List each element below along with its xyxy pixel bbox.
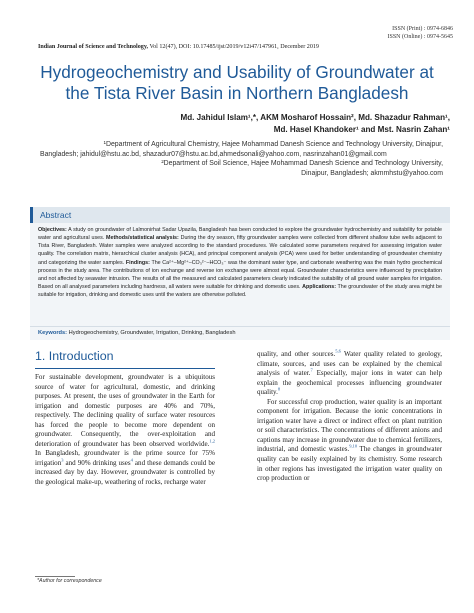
corresponding-author-footnote: *Author for correspondence [37, 578, 102, 584]
citation-ref[interactable]: 9,10 [349, 444, 358, 450]
abstract-body [30, 223, 450, 326]
citation-ref[interactable]: 4 [130, 457, 133, 463]
intro-text: For sustainable development, groundwater is a ubiquitous source of water for agricultural, domestic, and drinking purposes. At present, the uses of groundwater in the Earth for irrigation and domestic purposes are 40% and 70%, respectively. The declining quality of surface water resources has forced the people to become more dependent on groundwater. Consequently, the over-exploitation and deterioration of groundwater has been observed worldwide. [35, 373, 215, 448]
intro-text: and 90% drinking uses [63, 458, 131, 467]
issn-block [388, 26, 454, 41]
abstract-objectives-label: Objectives: [38, 227, 67, 233]
abstract-findings-label: Findings: [125, 259, 150, 266]
citation-ref[interactable]: 1,2 [209, 438, 215, 444]
citation-ref[interactable]: 3 [61, 457, 64, 463]
authors-line-2: Md. Hasel Khandoker¹ and Mst. Nasrin Zahan¹ [273, 124, 450, 134]
intro-text: Especially, major ions in water can help explain the geochemical processes influencing groundwater quality. [257, 369, 442, 397]
affiliation-1-line-1: ¹Department of Agricultural Chemistry, Hajee Mohammad Danesh Science and Technology University, Dinajpur, [103, 141, 443, 148]
intro-paragraph-2 [257, 398, 442, 484]
keywords-label: Keywords: [38, 330, 68, 336]
body-column-left [35, 373, 215, 488]
intro-paragraph-1 [35, 373, 215, 488]
citation-ref[interactable]: 7 [310, 367, 313, 373]
intro-text: For successful crop production, water quality is an important component for irrigation. Because the ionic concentrations in irrigation water have a direct or indirect effect on plant nutrition or soil characteristics. The concentrations of different anions and captions may increase in groundwater due to chemical fertilizers, industrial, and domestic wastes. [257, 397, 442, 454]
section-heading-introduction: 1. Introduction [35, 349, 114, 363]
intro-paragraph-1-cont [257, 350, 442, 398]
intro-text: and these demands could be increased day by day. However, groundwater is controlled by the geological make-up, weathering of rocks, recharge water [35, 458, 215, 487]
affiliation-1-line-2: Bangladesh; jahidul@hstu.ac.bd, shazadur07@hstu.ac.bd,ahmedsonali@yahoo.com, nasrinzahan01@gmail.com [40, 150, 387, 158]
section-heading-rule [35, 368, 215, 369]
affiliations [40, 140, 443, 179]
abstract-objectives-text: A study on groundwater of Lalmonirhat Sadar Upazila, Bangladesh has been conducted to explore the groundwater hydrochemistry and suitability for potable water and agricultural uses. [38, 227, 442, 242]
abstract-methods-text: During the dry season, fifty groundwater samples were collected from different shallow tube wells adjacent to Tista River, Bangladesh. Water samples were analyzed according to the standard procedures. We calculated some parameters required for assessing irrigation water quality. The correlation matrix, hierarchical cluster analysis (HCA), and principal component analysis (PCA) were used for better understanding of groundwater chemistry and categorizing the water samples. [38, 235, 442, 266]
abstract-findings-text: The Ca²⁺–Mg²⁺–CO₃²⁻–HCO₃⁻ was the dominant water type, and carbonate weathering was the main hydro geochemical process in the study area. The contributions of ion exchange and reverse ion exchange were almost equal. Groundwater characteristics were influenced by precipitation and not affected by seawater intrusion. The results of all the measured and calculated parameters clearly indicated the suitability of all ground water samples for irrigation. Based on all analysed parameters including hardness, all waters were suitable for drinking and domestic uses. [38, 259, 442, 291]
keywords-bar [30, 326, 450, 340]
intro-text: The changes in groundwater quality can be easily explained by its chemistry. Some research in other regions has investigated the irrigation water quality on crop production or [257, 445, 442, 483]
abstract-heading: Abstract [30, 207, 450, 223]
issn-print: ISSN (Print) : 0974-6846 [392, 26, 453, 32]
title-line-1: Hydrogeochemistry and Usability of Groundwater at [40, 62, 434, 82]
intro-text: quality, and other sources. [257, 350, 336, 358]
title-line-2: the Tista River Basin in Northern Bangladesh [65, 83, 409, 103]
footnote-rule [35, 576, 75, 577]
body-column-right [257, 350, 442, 484]
issn-online: ISSN (Online) : 0974-5645 [387, 33, 453, 40]
journal-citation [38, 44, 319, 50]
journal-name: Indian Journal of Science and Technology, [38, 44, 149, 50]
abstract-applications-label: Applications: [302, 284, 336, 291]
journal-volume-doi: Vol 12(47), DOI: 10.17485/ijst/2019/v12i47/147961, December 2019 [149, 44, 319, 50]
affiliation-2-line-2: Dinajpur, Bangladesh; akmmhstu@yahoo.com [301, 170, 443, 178]
citation-ref[interactable]: 5,6 [335, 348, 341, 354]
citation-ref[interactable]: 8 [277, 386, 281, 392]
abstract-applications-text: The groundwater of the study area might be suitable for irrigation, drinking and domestic uses until the waters are otherwise polluted. [38, 284, 442, 299]
keywords-text: Hydrogeochemistry, Groundwater, Irrigation, Drinking, Bangladesh [68, 330, 236, 336]
paper-title [30, 62, 444, 104]
intro-text: Water quality related to geology, climate, sources, and uses can be explained by the chemical analysis of water. [257, 350, 442, 378]
intro-text: In Bangladesh, groundwater is the prime source for 75% irrigation [35, 449, 215, 467]
authors-line-1: Md. Jahidul Islam¹,*, AKM Mosharof Hossain², Md. Shazadur Rahman¹, [180, 113, 450, 122]
abstract-methods-label: Methods/statistical analysis: [106, 235, 179, 242]
affiliation-2-line-1: ²Department of Soil Science, Hajee Mohammad Danesh Science and Technology University, [161, 160, 443, 168]
author-list [120, 112, 450, 135]
